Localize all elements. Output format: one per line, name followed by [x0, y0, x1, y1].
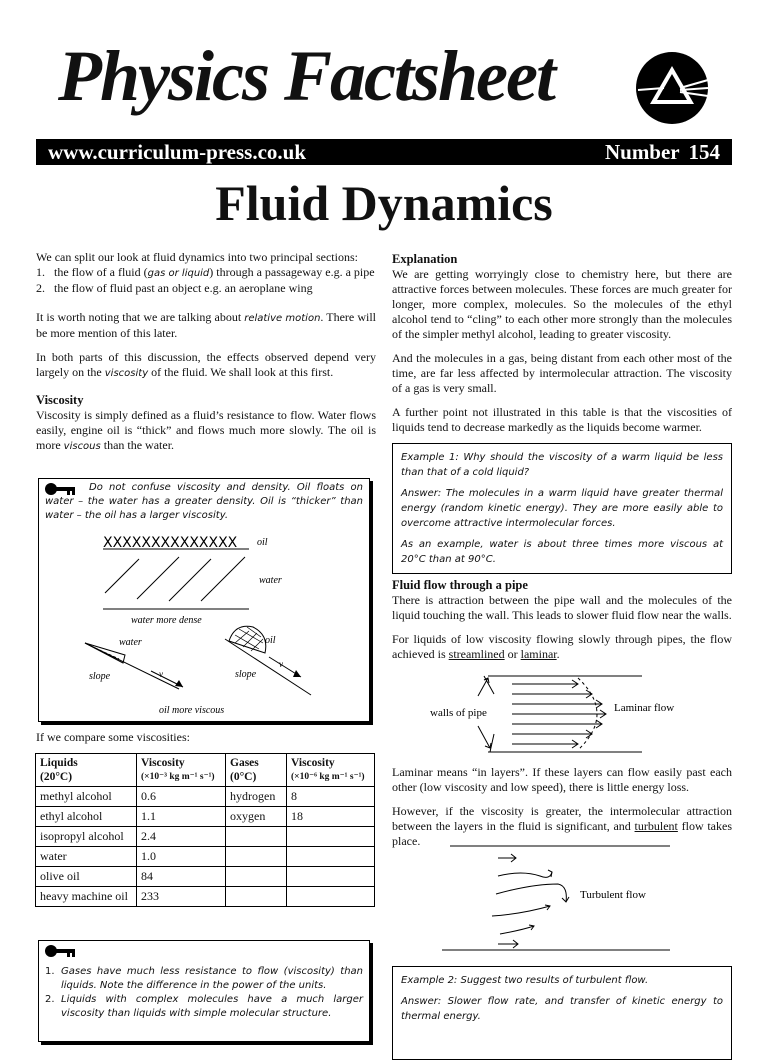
table-row: methyl alcohol 0.6 hydrogen 8: [36, 787, 375, 807]
example-1-answer: Answer: The molecules in a warm liquid have greater thermal energy (random kinetic energy). They are more easily able to overcome attractive intermolecular forces.: [401, 488, 723, 529]
compare-text: If we compare some viscosities:: [36, 730, 190, 744]
prism-logo-icon: [634, 50, 710, 126]
viscosity-density-diagram: [39, 531, 369, 721]
relative-motion-text: It is worth noting that we are talking about relative motion. There will be more mention of this later.: [36, 310, 376, 340]
header-bar: [36, 139, 732, 165]
example-1-question: Example 1: Why should the viscosity of a warm liquid be less than that of a cold liquid?: [401, 452, 723, 478]
sections-list: [36, 265, 376, 296]
left-column: [36, 250, 376, 463]
pipe-heading: Fluid flow through a pipe: [392, 578, 528, 592]
table-row: olive oil 84: [36, 867, 375, 887]
col-header-liquids: Liquids (20°C): [36, 754, 137, 787]
tip-text: Do not confuse viscosity and density. Oil floats on water – the water has a greater density. Oil is “thicker” than water – the oil has a larger viscosity.: [45, 482, 363, 521]
walls-of-pipe-label: walls of pipe: [430, 707, 487, 719]
list-item: 1. the flow of a fluid (gas or liquid) through a passageway e.g. a pipe: [36, 265, 375, 279]
v-label: v: [159, 669, 163, 679]
laminar-flow-label: Laminar flow: [614, 702, 675, 714]
laminar-flow-diagram: [392, 668, 732, 758]
table-header-row: [36, 754, 375, 787]
water-label-2: water: [119, 637, 142, 648]
table-row: heavy machine oil 233: [36, 887, 375, 907]
table-row: ethyl alcohol 1.1 oxygen 18: [36, 807, 375, 827]
explanation-heading: Explanation: [392, 252, 458, 266]
col-header-liquid-viscosity: Viscosity (×10⁻³ kg m⁻¹ s⁻¹): [137, 754, 226, 787]
water-label: water: [259, 575, 282, 586]
issue-number: Number 154: [604, 140, 720, 164]
gas-paragraph: And the molecules in a gas, being distant from each other most of the time, are far less affected by intermolecular attraction. The viscosity of a gas is very small.: [392, 351, 732, 395]
slope-label: slope: [89, 671, 111, 682]
pipe-text: There is attraction between the pipe wall and the molecules of the liquid touching the wall. This leads to slower fluid flow near the walls.: [392, 593, 732, 622]
col-header-gas-viscosity: Viscosity (×10⁻⁶ kg m⁻¹ s⁻¹): [287, 754, 375, 787]
viscosity-definition: Viscosity is simply defined as a fluid’s resistance to flow. Water flows easily, engine oil is “thick” and flows much more slowly. The oil is more viscous than the water.: [36, 408, 376, 452]
oil-label: oil: [257, 537, 268, 548]
tip-list: [45, 965, 363, 1021]
v-label-2: v: [279, 659, 283, 669]
masthead-title: Physics Factsheet: [58, 36, 554, 116]
table-row: isopropyl alcohol 2.4: [36, 827, 375, 847]
oil-marks: XXXXXXXXXXXXXX: [103, 535, 238, 551]
explanation-text: We are getting worryingly close to chemistry here, but there are attractive forces between molecules. These forces are much greater for longer, more complex, molecules. So the molecules of the ethyl alcohol tend to “cling” to each other more strongly than the molecules of the simpler methyl alcohol, leading to greater viscosity.: [392, 267, 732, 341]
laminar-meaning-text: Laminar means “in layers”. If these layers can flow easily past each other (low viscosity and low speed), there is little energy loss.: [392, 765, 732, 794]
temperature-paragraph: A further point not illustrated in this table is that the viscosities of liquids tend to decrease markedly as the liquids become warmer.: [392, 405, 732, 434]
tip-box-viscosity-density: [38, 478, 370, 722]
example-2-answer: Answer: Slower flow rate, and transfer of kinetic energy to thermal energy.: [401, 996, 723, 1022]
turbulent-text: However, if the viscosity is greater, the intermolecular attraction between the layers in the fluid is significant, and turbulent flow takes place.: [392, 804, 732, 848]
col-header-gases: Gases (0°C): [226, 754, 287, 787]
example-2-box: [392, 966, 732, 1060]
table-row: water 1.0: [36, 847, 375, 867]
key-icon: [43, 943, 77, 959]
intro-text: We can split our look at fluid dynamics into two principal sections:: [36, 250, 358, 264]
pipe-section: [392, 578, 732, 671]
tip-box-gases-liquids: [38, 940, 370, 1042]
site-url[interactable]: www.curriculum-press.co.uk: [48, 140, 307, 164]
right-column: [392, 252, 732, 444]
oil-label-2: oil: [265, 635, 276, 646]
list-item: 1. Gases have much less resistance to flow (viscosity) than liquids. Note the difference in the power of the units.: [45, 966, 363, 991]
page-title: Fluid Dynamics: [215, 175, 553, 231]
list-item: 2. the flow of fluid past an object e.g. an aeroplane wing: [36, 281, 313, 295]
turbulent-flow-diagram: [392, 840, 732, 955]
laminar-text: For liquids of low viscosity flowing slowly through pipes, the flow achieved is streamlined or laminar.: [392, 632, 732, 661]
oil-more-viscous-label: oil more viscous: [159, 705, 225, 716]
list-item: 2. Liquids with complex molecules have a much larger viscosity than liquids with simple molecular structure.: [45, 994, 363, 1019]
slope-label-2: slope: [235, 669, 257, 680]
example-1-note: As an example, water is about three times more viscous at 20°C than at 90°C.: [401, 539, 723, 565]
example-1-box: [392, 443, 732, 574]
water-more-dense-label: water more dense: [131, 615, 202, 626]
turbulent-flow-label: Turbulent flow: [580, 889, 646, 901]
viscosity-intro-text: In both parts of this discussion, the effects observed depend very largely on the viscosity of the fluid. We shall look at this first.: [36, 350, 376, 379]
viscosity-table: [35, 753, 375, 907]
viscosity-heading: Viscosity: [36, 393, 84, 407]
example-2-question: Example 2: Suggest two results of turbulent flow.: [401, 975, 649, 986]
